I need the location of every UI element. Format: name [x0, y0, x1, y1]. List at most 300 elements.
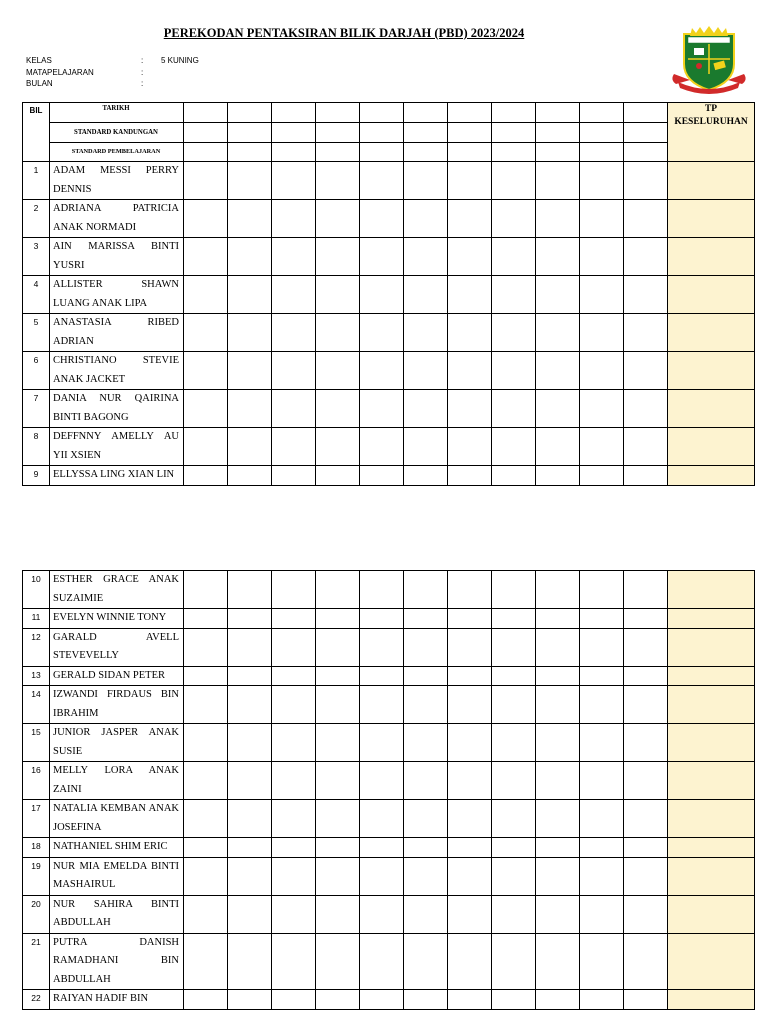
score-cell[interactable]: [624, 314, 668, 352]
score-cell[interactable]: [228, 314, 272, 352]
score-cell[interactable]: [624, 628, 668, 666]
score-cell[interactable]: [228, 686, 272, 724]
score-cell[interactable]: [492, 428, 536, 466]
score-cell[interactable]: [184, 466, 228, 486]
score-cell[interactable]: [272, 428, 316, 466]
score-cell[interactable]: [360, 571, 404, 609]
score-cell[interactable]: [184, 162, 228, 200]
score-cell[interactable]: [228, 800, 272, 838]
score-cell[interactable]: [184, 428, 228, 466]
score-cell[interactable]: [360, 933, 404, 990]
score-cell[interactable]: [316, 857, 360, 895]
score-cell[interactable]: [580, 933, 624, 990]
student-number: 7: [23, 390, 50, 428]
score-cell[interactable]: [536, 238, 580, 276]
tp-keseluruhan-cell[interactable]: [668, 390, 755, 428]
table-row: [23, 162, 755, 200]
score-cell[interactable]: [492, 390, 536, 428]
score-cell[interactable]: [492, 800, 536, 838]
score-cell[interactable]: [360, 609, 404, 629]
score-cell[interactable]: [272, 895, 316, 933]
tp-keseluruhan-cell[interactable]: [668, 628, 755, 666]
score-cell[interactable]: [448, 428, 492, 466]
table-row: [23, 390, 755, 428]
score-cell[interactable]: [624, 466, 668, 486]
score-cell[interactable]: [448, 933, 492, 990]
score-cell[interactable]: [272, 838, 316, 858]
score-cell[interactable]: [360, 666, 404, 686]
score-cell[interactable]: [316, 990, 360, 1010]
score-cell[interactable]: [448, 666, 492, 686]
score-cell[interactable]: [624, 724, 668, 762]
score-cell[interactable]: [228, 609, 272, 629]
score-cell[interactable]: [404, 162, 448, 200]
tp-keseluruhan-cell[interactable]: [668, 314, 755, 352]
score-cell[interactable]: [580, 724, 624, 762]
score-cell[interactable]: [316, 352, 360, 390]
score-cell[interactable]: [272, 200, 316, 238]
score-cell[interactable]: [492, 314, 536, 352]
student-name: ADAM MESSI PERRY DENNIS: [50, 162, 184, 200]
student-name: MELLY LORA ANAK ZAINI: [50, 762, 184, 800]
student-number: 19: [23, 857, 50, 895]
score-cell[interactable]: [184, 686, 228, 724]
score-cell[interactable]: [624, 762, 668, 800]
score-cell[interactable]: [624, 838, 668, 858]
score-cell[interactable]: [448, 162, 492, 200]
score-cell[interactable]: [272, 390, 316, 428]
score-cell[interactable]: [492, 609, 536, 629]
tp-keseluruhan-cell[interactable]: [668, 200, 755, 238]
score-cell[interactable]: [228, 933, 272, 990]
tp-keseluruhan-cell[interactable]: [668, 466, 755, 486]
score-cell[interactable]: [580, 838, 624, 858]
score-cell[interactable]: [228, 428, 272, 466]
score-cell[interactable]: [316, 800, 360, 838]
score-cell[interactable]: [580, 990, 624, 1010]
score-cell[interactable]: [184, 800, 228, 838]
score-cell[interactable]: [492, 352, 536, 390]
score-cell[interactable]: [580, 571, 624, 609]
score-cell[interactable]: [624, 276, 668, 314]
score-cell[interactable]: [536, 276, 580, 314]
tp-keseluruhan-cell[interactable]: [668, 352, 755, 390]
student-name: ALLISTER SHAWN LUANG ANAK LIPA: [50, 276, 184, 314]
score-cell[interactable]: [448, 200, 492, 238]
table-row: [23, 857, 755, 895]
score-cell[interactable]: [272, 238, 316, 276]
table-row: [23, 895, 755, 933]
score-cell[interactable]: [624, 352, 668, 390]
score-cell[interactable]: [404, 314, 448, 352]
score-cell[interactable]: [272, 933, 316, 990]
score-cell[interactable]: [360, 276, 404, 314]
score-cell[interactable]: [448, 724, 492, 762]
score-cell[interactable]: [360, 314, 404, 352]
tp-keseluruhan-cell[interactable]: [668, 724, 755, 762]
score-cell[interactable]: [492, 276, 536, 314]
score-cell[interactable]: [404, 571, 448, 609]
tp-keseluruhan-cell[interactable]: [668, 162, 755, 200]
score-cell[interactable]: [492, 628, 536, 666]
score-cell[interactable]: [228, 838, 272, 858]
score-cell[interactable]: [184, 990, 228, 1010]
score-cell[interactable]: [360, 466, 404, 486]
score-cell[interactable]: [228, 276, 272, 314]
student-name: ADRIANA PATRICIA ANAK NORMADI: [50, 200, 184, 238]
score-cell[interactable]: [404, 352, 448, 390]
score-cell[interactable]: [316, 895, 360, 933]
tp-keseluruhan-cell[interactable]: [668, 838, 755, 858]
score-cell[interactable]: [492, 238, 536, 276]
score-cell[interactable]: [580, 314, 624, 352]
table-row: [23, 933, 755, 990]
header-standard-pembelajaran: STANDARD PEMBELAJARAN: [50, 143, 184, 162]
score-cell[interactable]: [492, 933, 536, 990]
score-cell[interactable]: [492, 857, 536, 895]
score-cell[interactable]: [316, 838, 360, 858]
score-cell[interactable]: [316, 609, 360, 629]
score-cell[interactable]: [360, 428, 404, 466]
student-number: 1: [23, 162, 50, 200]
score-cell[interactable]: [448, 762, 492, 800]
score-cell[interactable]: [184, 628, 228, 666]
score-cell[interactable]: [448, 990, 492, 1010]
score-cell[interactable]: [184, 895, 228, 933]
score-cell[interactable]: [316, 162, 360, 200]
score-cell[interactable]: [536, 609, 580, 629]
score-cell[interactable]: [272, 990, 316, 1010]
score-cell[interactable]: [228, 857, 272, 895]
score-cell[interactable]: [228, 666, 272, 686]
score-cell[interactable]: [580, 276, 624, 314]
score-cell[interactable]: [228, 628, 272, 666]
table-row: [23, 314, 755, 352]
score-cell[interactable]: [624, 933, 668, 990]
score-cell[interactable]: [492, 571, 536, 609]
score-cell[interactable]: [580, 428, 624, 466]
score-cell[interactable]: [228, 238, 272, 276]
score-cell[interactable]: [448, 571, 492, 609]
student-name: IZWANDI FIRDAUS BIN IBRAHIM: [50, 686, 184, 724]
score-cell[interactable]: [536, 390, 580, 428]
score-cell[interactable]: [404, 724, 448, 762]
score-cell[interactable]: [360, 238, 404, 276]
score-cell[interactable]: [360, 724, 404, 762]
score-cell[interactable]: [184, 314, 228, 352]
score-cell[interactable]: [184, 352, 228, 390]
score-cell[interactable]: [492, 724, 536, 762]
student-number: 12: [23, 628, 50, 666]
score-cell[interactable]: [404, 666, 448, 686]
score-cell[interactable]: [448, 895, 492, 933]
score-cell[interactable]: [624, 609, 668, 629]
score-cell[interactable]: [448, 352, 492, 390]
score-cell[interactable]: [492, 838, 536, 858]
score-cell[interactable]: [536, 724, 580, 762]
score-cell[interactable]: [360, 162, 404, 200]
score-cell[interactable]: [228, 466, 272, 486]
score-cell[interactable]: [536, 571, 580, 609]
student-number: 9: [23, 466, 50, 486]
score-cell[interactable]: [624, 428, 668, 466]
score-cell[interactable]: [536, 686, 580, 724]
tp-keseluruhan-cell[interactable]: [668, 895, 755, 933]
score-cell[interactable]: [624, 895, 668, 933]
score-cell[interactable]: [404, 857, 448, 895]
header-row-tarikh: [23, 103, 755, 123]
score-cell[interactable]: [404, 238, 448, 276]
score-cell[interactable]: [272, 571, 316, 609]
tp-keseluruhan-cell[interactable]: [668, 238, 755, 276]
score-cell[interactable]: [316, 762, 360, 800]
score-cell[interactable]: [536, 162, 580, 200]
score-cell[interactable]: [272, 724, 316, 762]
score-cell[interactable]: [580, 686, 624, 724]
tp-keseluruhan-cell[interactable]: [668, 609, 755, 629]
score-cell[interactable]: [404, 838, 448, 858]
score-cell[interactable]: [228, 162, 272, 200]
score-cell[interactable]: [184, 571, 228, 609]
score-cell[interactable]: [492, 666, 536, 686]
score-cell[interactable]: [360, 390, 404, 428]
score-cell[interactable]: [448, 466, 492, 486]
score-cell[interactable]: [360, 762, 404, 800]
score-cell[interactable]: [448, 800, 492, 838]
score-cell[interactable]: [316, 686, 360, 724]
tp-keseluruhan-cell[interactable]: [668, 666, 755, 686]
score-cell[interactable]: [360, 838, 404, 858]
score-cell[interactable]: [316, 238, 360, 276]
score-cell[interactable]: [360, 857, 404, 895]
score-cell[interactable]: [272, 666, 316, 686]
score-cell[interactable]: [492, 895, 536, 933]
score-cell[interactable]: [404, 933, 448, 990]
student-name: ELLYSSA LING XIAN LIN: [50, 466, 184, 486]
table-row: [23, 609, 755, 629]
tp-keseluruhan-cell[interactable]: [668, 933, 755, 990]
score-cell[interactable]: [580, 200, 624, 238]
score-cell[interactable]: [492, 466, 536, 486]
score-cell[interactable]: [404, 428, 448, 466]
header-tp-keseluruhan: [668, 103, 755, 162]
score-cell[interactable]: [404, 686, 448, 724]
score-cell[interactable]: [492, 686, 536, 724]
score-cell[interactable]: [360, 686, 404, 724]
table-row: [23, 428, 755, 466]
meta-label: KELAS: [26, 56, 52, 65]
score-cell[interactable]: [404, 990, 448, 1010]
score-cell[interactable]: [360, 352, 404, 390]
score-cell[interactable]: [492, 162, 536, 200]
score-cell[interactable]: [316, 428, 360, 466]
score-cell[interactable]: [536, 800, 580, 838]
score-cell[interactable]: [624, 390, 668, 428]
score-cell[interactable]: [536, 895, 580, 933]
score-cell[interactable]: [536, 762, 580, 800]
score-cell[interactable]: [228, 571, 272, 609]
score-cell[interactable]: [228, 990, 272, 1010]
score-cell[interactable]: [184, 933, 228, 990]
score-cell[interactable]: [184, 238, 228, 276]
score-cell[interactable]: [184, 838, 228, 858]
score-cell[interactable]: [624, 238, 668, 276]
score-cell[interactable]: [404, 609, 448, 629]
score-cell[interactable]: [404, 762, 448, 800]
score-cell[interactable]: [536, 314, 580, 352]
score-cell[interactable]: [448, 609, 492, 629]
score-cell[interactable]: [316, 666, 360, 686]
score-cell[interactable]: [580, 666, 624, 686]
score-cell[interactable]: [228, 390, 272, 428]
score-cell[interactable]: [448, 314, 492, 352]
score-cell[interactable]: [404, 628, 448, 666]
score-cell[interactable]: [580, 466, 624, 486]
score-cell[interactable]: [272, 609, 316, 629]
score-cell[interactable]: [536, 466, 580, 486]
score-cell[interactable]: [624, 200, 668, 238]
score-cell[interactable]: [580, 352, 624, 390]
score-cell[interactable]: [404, 200, 448, 238]
tp-keseluruhan-cell[interactable]: [668, 990, 755, 1010]
score-cell[interactable]: [580, 238, 624, 276]
score-cell[interactable]: [624, 571, 668, 609]
score-cell[interactable]: [316, 628, 360, 666]
score-cell[interactable]: [184, 200, 228, 238]
score-cell[interactable]: [580, 800, 624, 838]
score-cell[interactable]: [580, 628, 624, 666]
score-cell[interactable]: [272, 352, 316, 390]
meta-row-matapelajaran: [26, 67, 199, 79]
score-cell[interactable]: [316, 390, 360, 428]
score-cell[interactable]: [492, 990, 536, 1010]
score-cell[interactable]: [448, 686, 492, 724]
score-cell[interactable]: [448, 390, 492, 428]
table-row: [23, 724, 755, 762]
score-cell[interactable]: [404, 800, 448, 838]
score-cell[interactable]: [448, 628, 492, 666]
score-cell[interactable]: [316, 724, 360, 762]
score-cell[interactable]: [360, 200, 404, 238]
score-cell[interactable]: [492, 200, 536, 238]
header-row-kandungan: [23, 123, 755, 143]
student-number: 18: [23, 838, 50, 858]
tp-keseluruhan-cell[interactable]: [668, 686, 755, 724]
score-cell[interactable]: [184, 857, 228, 895]
tp-keseluruhan-cell[interactable]: [668, 571, 755, 609]
score-cell[interactable]: [404, 466, 448, 486]
score-cell[interactable]: [624, 800, 668, 838]
score-cell[interactable]: [580, 895, 624, 933]
assessment-table-page-1: [22, 102, 755, 486]
score-cell[interactable]: [580, 762, 624, 800]
score-cell[interactable]: [272, 466, 316, 486]
score-cell[interactable]: [272, 857, 316, 895]
table-row: [23, 571, 755, 609]
score-cell[interactable]: [184, 762, 228, 800]
score-cell[interactable]: [360, 990, 404, 1010]
score-cell[interactable]: [404, 390, 448, 428]
score-cell[interactable]: [580, 162, 624, 200]
score-cell[interactable]: [448, 276, 492, 314]
student-name: DANIA NUR QAIRINA BINTI BAGONG: [50, 390, 184, 428]
score-cell[interactable]: [272, 162, 316, 200]
student-number: 8: [23, 428, 50, 466]
score-cell[interactable]: [536, 666, 580, 686]
score-cell[interactable]: [228, 200, 272, 238]
tp-keseluruhan-cell[interactable]: [668, 857, 755, 895]
tp-keseluruhan-cell[interactable]: [668, 428, 755, 466]
score-cell[interactable]: [272, 314, 316, 352]
score-cell[interactable]: [536, 857, 580, 895]
score-cell[interactable]: [536, 428, 580, 466]
score-cell[interactable]: [536, 628, 580, 666]
score-cell[interactable]: [404, 276, 448, 314]
score-cell[interactable]: [580, 609, 624, 629]
score-cell[interactable]: [448, 238, 492, 276]
score-cell[interactable]: [316, 200, 360, 238]
score-cell[interactable]: [360, 895, 404, 933]
score-cell[interactable]: [448, 857, 492, 895]
score-cell[interactable]: [228, 352, 272, 390]
score-cell[interactable]: [360, 800, 404, 838]
score-cell[interactable]: [536, 990, 580, 1010]
score-cell[interactable]: [624, 666, 668, 686]
school-crest-icon: [670, 24, 748, 94]
score-cell[interactable]: [272, 800, 316, 838]
score-cell[interactable]: [624, 162, 668, 200]
tp-keseluruhan-cell[interactable]: [668, 800, 755, 838]
score-cell[interactable]: [316, 276, 360, 314]
score-cell[interactable]: [228, 724, 272, 762]
score-cell[interactable]: [360, 628, 404, 666]
score-cell[interactable]: [184, 609, 228, 629]
score-cell[interactable]: [624, 686, 668, 724]
meta-row-bulan: [26, 78, 199, 90]
meta-label: BULAN: [26, 79, 53, 88]
tp-keseluruhan-cell[interactable]: [668, 276, 755, 314]
score-cell[interactable]: [272, 276, 316, 314]
score-cell[interactable]: [316, 571, 360, 609]
score-cell[interactable]: [184, 390, 228, 428]
score-cell[interactable]: [316, 466, 360, 486]
score-cell[interactable]: [184, 724, 228, 762]
score-cell[interactable]: [184, 276, 228, 314]
score-cell[interactable]: [272, 686, 316, 724]
score-cell[interactable]: [536, 200, 580, 238]
score-cell[interactable]: [404, 895, 448, 933]
student-name: NATALIA KEMBAN ANAK JOSEFINA: [50, 800, 184, 838]
score-cell[interactable]: [272, 762, 316, 800]
score-cell[interactable]: [580, 390, 624, 428]
score-cell[interactable]: [272, 628, 316, 666]
student-name: DEFFNNY AMELLY AU YII XSIEN: [50, 428, 184, 466]
score-cell[interactable]: [492, 762, 536, 800]
score-cell[interactable]: [624, 857, 668, 895]
score-cell[interactable]: [624, 990, 668, 1010]
score-cell[interactable]: [228, 762, 272, 800]
score-cell[interactable]: [580, 857, 624, 895]
score-cell[interactable]: [536, 838, 580, 858]
score-cell[interactable]: [536, 933, 580, 990]
tp-keseluruhan-cell[interactable]: [668, 762, 755, 800]
score-cell[interactable]: [536, 352, 580, 390]
score-cell[interactable]: [316, 314, 360, 352]
score-cell[interactable]: [184, 666, 228, 686]
score-cell[interactable]: [228, 895, 272, 933]
score-cell[interactable]: [448, 838, 492, 858]
score-cell[interactable]: [316, 933, 360, 990]
